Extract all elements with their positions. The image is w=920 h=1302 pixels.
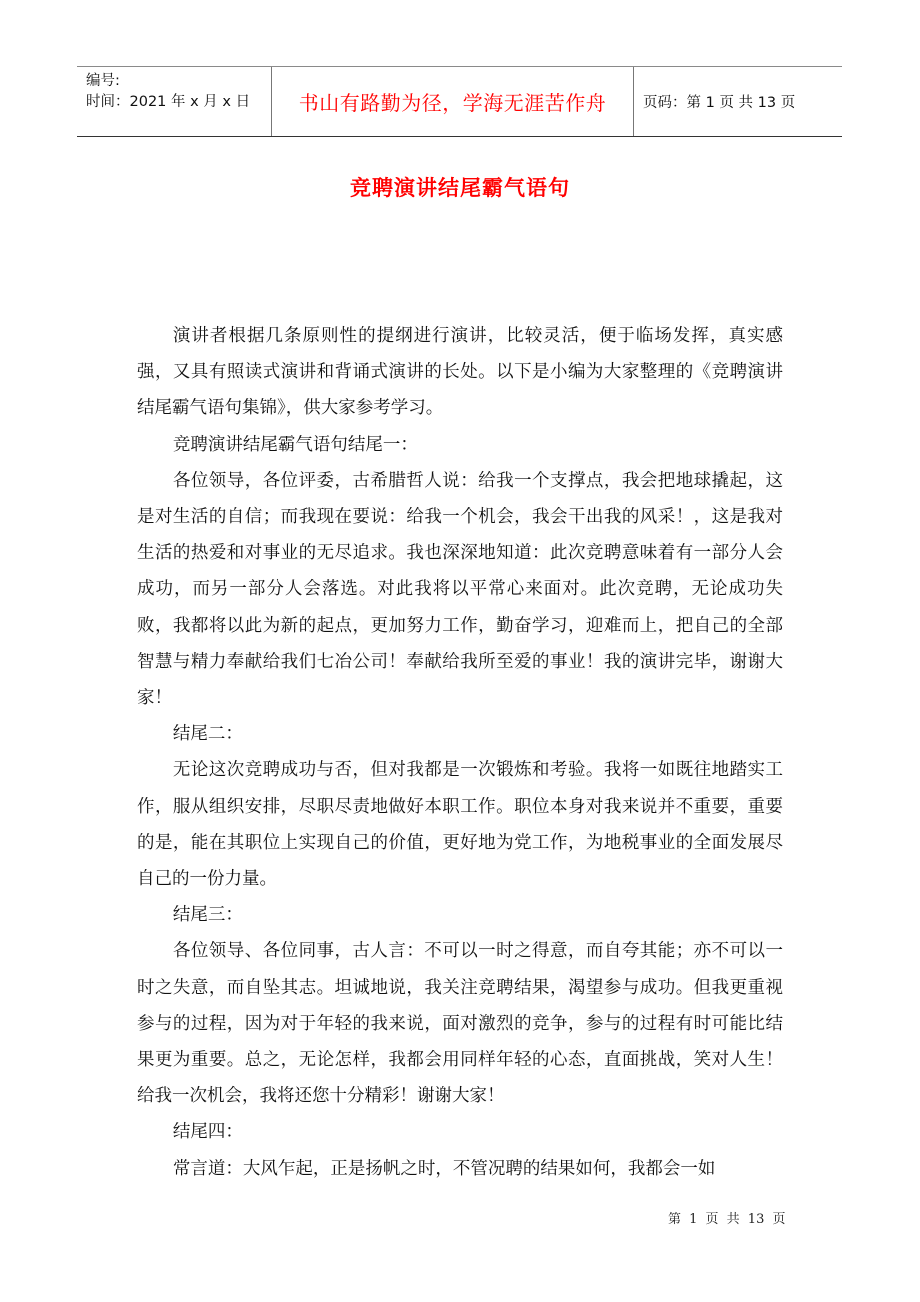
page-header-table [77,66,842,137]
header-page-code: 页码：第 1 页 共 13 页 [643,95,796,111]
section-heading-ending-2: 结尾二： [172,724,243,745]
document-body [137,318,783,1187]
section-heading-ending-3: 结尾三： [172,905,243,926]
document-title: 竞聘演讲结尾霸气语句 [350,176,570,200]
ending-4-paragraph: 常言道：大风乍起，正是扬帆之时，不管况聘的结果如何，我都会一如 [172,1158,716,1179]
header-motto-cell [272,67,634,136]
serial-number-label: 编号: [86,73,120,89]
header-page-cell [634,67,842,136]
ending-3-paragraph: 各位领导、各位同事，古人言：不可以一时之得意，而自夸其能；亦不可以一时之失意，而自坠其志。坦诚地说，我关注竞聘结果，渴望参与成功。但我更重视参与的过程，因为对于年轻的我来说，面对激烈的竞争，参与的过程有时可能比结果更为重要。总之，无论怎样，我都会用同样年轻的心态，直面挑战，笑对人生！给我一次机会，我将还您十分精彩！谢谢大家！ [137,941,783,1107]
header-motto: 书山有路勤为径，学海无涯苦作舟 [298,91,607,115]
ending-2-paragraph: 无论这次竞聘成功与否，但对我都是一次锻炼和考验。我将一如既往地踏实工作，服从组织安排，尽职尽责地做好本职工作。职位本身对我来说并不重要，重要的是，能在其职位上实现自己的价值，更好地为党工作，为地税事业的全面发展尽自己的一份力量。 [137,760,783,890]
ending-1-paragraph: 各位领导，各位评委，古希腊哲人说：给我一个支撑点，我会把地球撬起，这是对生活的自信；而我现在要说：给我一个机会，我会干出我的风采！，这是我对生活的热爱和对事业的无尽追求。我也深深地知道：此次竞聘意味着有一部分人会成功，而另一部分人会落选。对此我将以平常心来面对。此次竞聘，无论成功失败，我都将以此为新的起点，更加努力工作，勤奋学习，迎难而上，把自己的全部智慧与精力奉献给我们七冶公司！奉献给我所至爱的事业！我的演讲完毕，谢谢大家！ [137,470,783,709]
section-heading-ending-1: 竞聘演讲结尾霸气语句结尾一： [172,434,418,455]
section-heading-ending-4: 结尾四： [172,1122,243,1143]
header-meta-cell [77,67,272,136]
intro-paragraph: 演讲者根据几条原则性的提纲进行演讲，比较灵活，便于临场发挥，真实感强，又具有照读式演讲和背诵式演讲的长处。以下是小编为大家整理的《竞聘演讲结尾霸气语句集锦》，供大家参考学习。 [137,326,783,419]
date-label: 时间：2021 年 x 月 x 日 [86,94,251,110]
footer-page-number: 第 1 页 共 13 页 [668,1212,786,1227]
